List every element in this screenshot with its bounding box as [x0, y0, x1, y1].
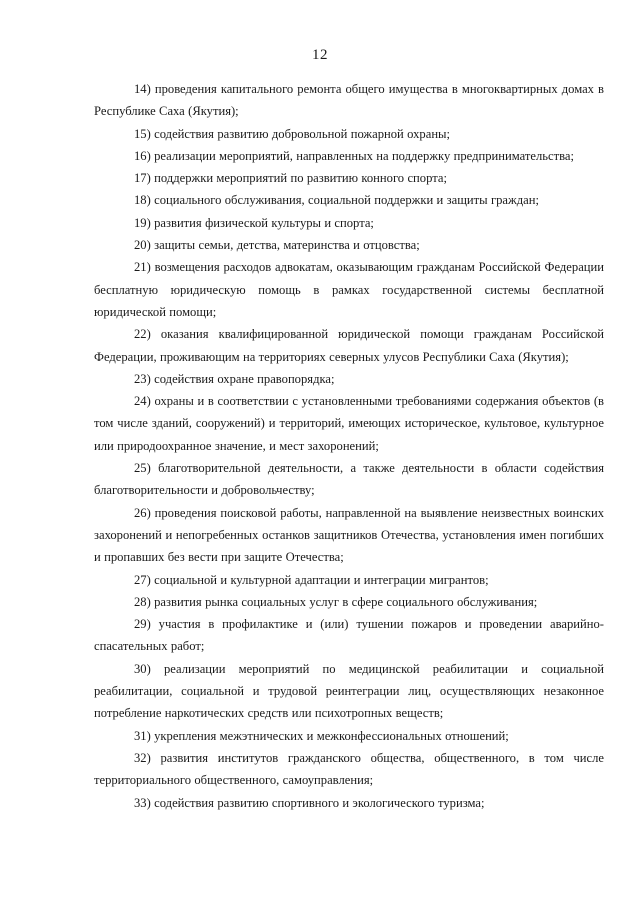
list-item: 14) проведения капитального ремонта общего имущества в многоквартирных домах в Республике Саха (Якутия); — [94, 82, 604, 119]
list-item: 22) оказания квалифицированной юридической помощи гражданам Российской Федерации, проживающим на территориях северных улусов Республики Саха (Якутия); — [94, 327, 604, 364]
document-body — [94, 78, 604, 814]
list-item: 30) реализации мероприятий по медицинской реабилитации и социальной реабилитации, социальной и трудовой реинтеграции лиц, осуществляющих незаконное потребление наркотических средств или психотропных веществ; — [94, 661, 604, 721]
list-item: 32) развития институтов гражданского общества, общественного, в том числе территориального общественного, самоуправления; — [94, 750, 604, 788]
list-item: 23) содействия охране правопорядка; — [134, 371, 335, 386]
list-item: 25) благотворительной деятельности, а также деятельности в области содействия благотворительности и добровольчеству; — [94, 461, 604, 498]
list-item: 19) развития физической культуры и спорта; — [134, 215, 374, 230]
list-item: 29) участия в профилактике и (или) тушении пожаров и проведении аварийно-спасательных работ; — [94, 617, 604, 654]
list-item: 27) социальной и культурной адаптации и интеграции мигрантов; — [134, 572, 489, 587]
list-item: 20) защиты семьи, детства, материнства и отцовства; — [134, 238, 420, 253]
list-item: 16) реализации мероприятий, направленных на поддержку предпринимательства; — [134, 148, 574, 163]
list-item: 24) охраны и в соответствии с установленными требованиями содержания объектов (в том числе зданий, сооружений) и территорий, имеющих историческое, культовое, культурное или природоохранное значение, и мест захоронений; — [94, 394, 604, 453]
list-item: 15) содействия развитию добровольной пожарной охраны; — [134, 126, 451, 141]
list-item: 18) социального обслуживания, социальной поддержки и защиты граждан; — [134, 193, 539, 208]
page-number: 12 — [312, 47, 328, 63]
list-item: 31) укрепления межэтнических и межконфессиональных отношений; — [134, 728, 509, 743]
list-item: 17) поддержки мероприятий по развитию конного спорта; — [134, 171, 447, 186]
list-item: 21) возмещения расходов адвокатам, оказывающим гражданам Российской Федерации бесплатную юридическую помощь в рамках государственной системы бесплатной юридической помощи; — [94, 260, 604, 319]
list-item: 26) проведения поисковой работы, направленной на выявление неизвестных воинских захоронений и непогребенных останков защитников Отечества, установления имен погибших и пропавших без вести при защите Отечества; — [94, 505, 604, 565]
list-item: 33) содействия развитию спортивного и экологического туризма; — [134, 795, 485, 810]
list-item: 28) развития рынка социальных услуг в сфере социального обслуживания; — [134, 594, 538, 609]
